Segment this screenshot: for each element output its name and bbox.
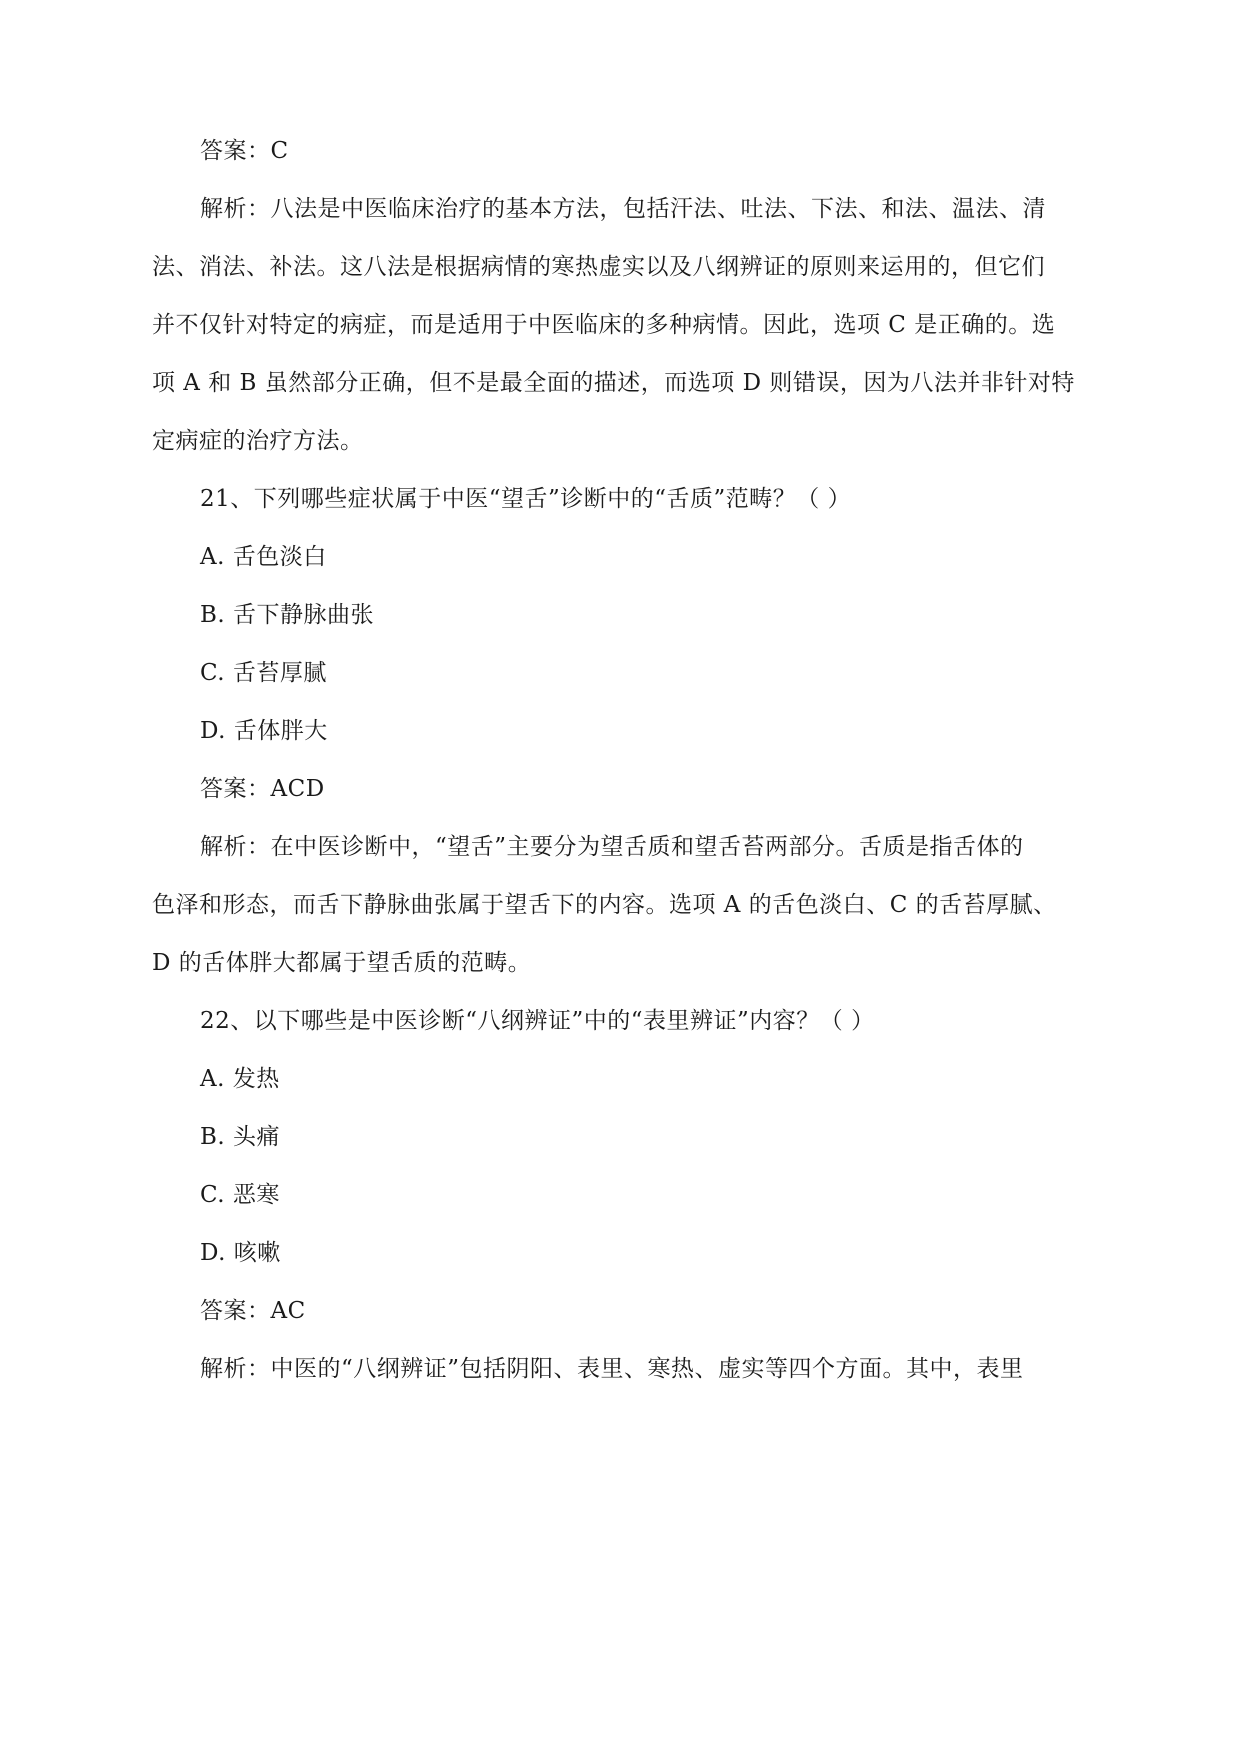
explanation-line: 项 A 和 B 虽然部分正确，但不是最全面的描述，而选项 D 则错误，因为八法并非针对特 — [152, 370, 1075, 396]
question-22: 22、以下哪些是中医诊断“八纲辨证”中的“表里辨证”内容？（ ） — [200, 1008, 875, 1034]
explanation-line: 解析：八法是中医临床治疗的基本方法，包括汗法、吐法、下法、和法、温法、清 — [200, 196, 1046, 222]
option-a: A. 舌色淡白 — [200, 544, 327, 570]
option-a: A. 发热 — [200, 1066, 280, 1092]
explanation-line: 解析：在中医诊断中，“望舌”主要分为望舌质和望舌苔两部分。舌质是指舌体的 — [200, 834, 1024, 860]
option-c: C. 恶寒 — [200, 1182, 280, 1208]
explanation-line: D 的舌体胖大都属于望舌质的范畴。 — [152, 950, 532, 976]
explanation-line: 解析：中医的“八纲辨证”包括阴阳、表里、寒热、虚实等四个方面。其中，表里 — [200, 1356, 1024, 1382]
explanation-line: 定病症的治疗方法。 — [152, 428, 364, 454]
explanation-line: 并不仅针对特定的病症，而是适用于中医临床的多种病情。因此，选项 C 是正确的。选 — [152, 312, 1056, 338]
answer-line: 答案：C — [200, 138, 289, 164]
explanation-line: 法、消法、补法。这八法是根据病情的寒热虚实以及八纲辨证的原则来运用的，但它们 — [152, 254, 1045, 280]
option-c: C. 舌苔厚腻 — [200, 660, 327, 686]
option-d: D. 咳嗽 — [200, 1240, 281, 1266]
answer-line: 答案：ACD — [200, 776, 325, 802]
option-d: D. 舌体胖大 — [200, 718, 328, 744]
option-b: B. 舌下静脉曲张 — [200, 602, 375, 628]
answer-line: 答案：AC — [200, 1298, 306, 1324]
explanation-line: 色泽和形态，而舌下静脉曲张属于望舌下的内容。选项 A 的舌色淡白、C 的舌苔厚腻、 — [152, 892, 1057, 918]
option-b: B. 头痛 — [200, 1124, 281, 1150]
question-21: 21、下列哪些症状属于中医“望舌”诊断中的“舌质”范畴？（ ） — [200, 486, 852, 512]
